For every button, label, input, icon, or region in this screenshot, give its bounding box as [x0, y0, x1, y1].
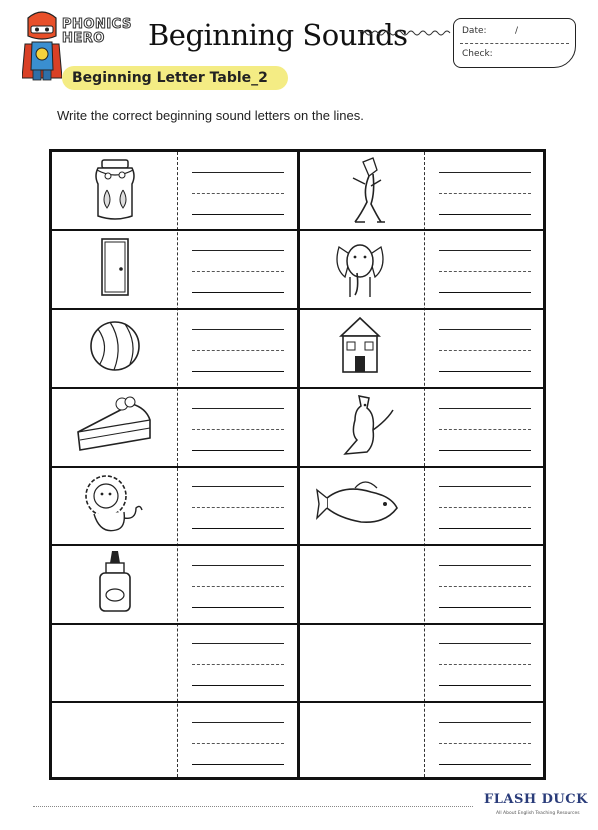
date-check-box: [453, 18, 576, 68]
brand-tagline: All About English Teaching Resources: [496, 811, 580, 816]
decorative-squiggle: [360, 28, 452, 38]
phonics-hero-mascot: [22, 8, 62, 82]
row-divider: [52, 623, 543, 625]
glue-picture: [70, 547, 160, 617]
check-label: Check:: [462, 49, 493, 59]
row-divider: [52, 387, 543, 389]
instruction-text: Write the correct beginning sound letters on the lines.: [57, 108, 364, 123]
worksheet-subtitle: Beginning Letter Table_2: [72, 70, 268, 86]
alligator-picture: [315, 156, 405, 226]
page-title: Beginning Sounds: [148, 18, 408, 52]
logo-line2: HERO: [62, 31, 105, 46]
footer-dotted-rule: [33, 806, 473, 807]
logo-line1: PHONICS: [62, 17, 132, 32]
phonics-hero-logo: [62, 18, 142, 46]
house-picture: [315, 310, 405, 380]
door-picture: [70, 233, 160, 303]
kangaroo-picture: [315, 390, 405, 460]
left-dashed-divider: [177, 152, 178, 777]
pie-picture: [70, 390, 160, 460]
date-divider: [460, 43, 569, 44]
date-label: Date:: [462, 26, 487, 36]
ball-picture: [70, 310, 160, 380]
row-divider: [52, 544, 543, 546]
lion-picture: [70, 468, 160, 538]
row-divider: [52, 229, 543, 231]
date-separator: /: [515, 26, 519, 36]
center-divider: [297, 152, 300, 777]
row-divider: [52, 701, 543, 703]
answer-table: [49, 149, 546, 780]
brand-logo: FLASH DUCK: [484, 792, 588, 807]
elephant-picture: [315, 233, 405, 303]
right-dashed-divider: [424, 152, 425, 777]
jam-jar-picture: [70, 156, 160, 226]
fish-picture: [315, 468, 405, 538]
